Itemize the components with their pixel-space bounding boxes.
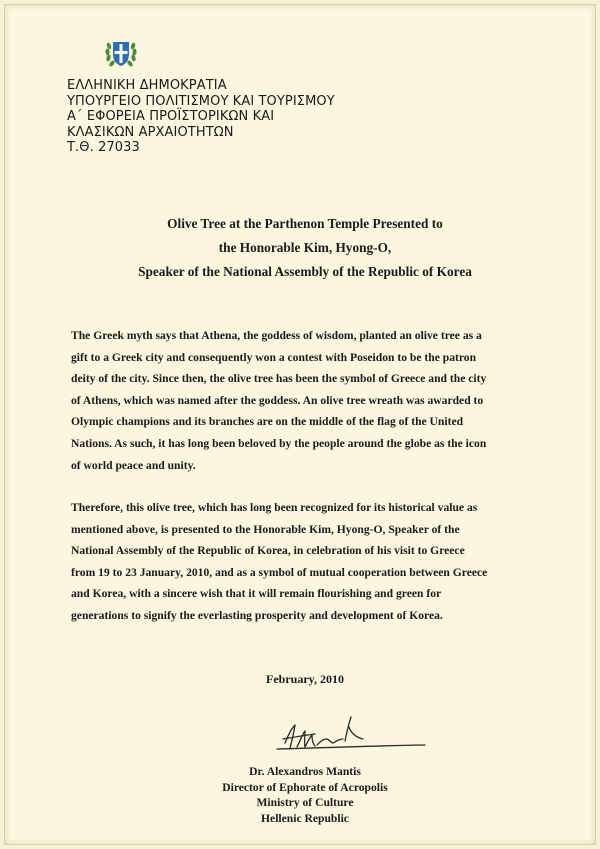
letterhead-republic: ΕΛΛΗΝΙΚΗ ΔΗΜΟΚΡΑΤΙΑ (67, 78, 227, 93)
signer-country: Hellenic Republic (261, 811, 349, 825)
letter-date: February, 2010 (266, 672, 344, 686)
signature-block (5, 764, 600, 826)
paragraph-line: Nations. As such, it has long been beloved by the people around the globe as the icon (71, 436, 487, 450)
paragraph-line: mentioned above, is presented to the Honorable Kim, Hyong-O, Speaker of the (71, 522, 460, 536)
paragraph-line: and Korea, with a sincere wish that it will remain flourishing and green for (71, 587, 442, 601)
signer-title: Director of Ephorate of Acropolis (222, 780, 388, 794)
letterhead-ministry: ΥΠΟΥΡΓΕΙΟ ΠΟΛΙΤΙΣΜΟΥ ΚΑΙ ΤΟΥΡΙΣΜΟΥ (67, 93, 335, 109)
paragraph-myth (71, 325, 576, 476)
letterhead-ephorate: Α΄ ΕΦΟΡΕΙΑ ΠΡΟΪΣΤΟΡΙΚΩΝ ΚΑΙ (67, 109, 275, 125)
paragraph-line: The Greek myth says that Athena, the goddess of wisdom, planted an olive tree as a (71, 329, 482, 342)
letterhead (67, 78, 335, 156)
paragraph-line: Olympic champions and its branches are on the middle of the flag of the United (71, 415, 464, 429)
paragraph-line: Therefore, this olive tree, which has long been recognized for its historical value as (71, 501, 478, 514)
paragraph-line: of world peace and unity. (71, 458, 196, 472)
letterhead-antiquities: ΚΛΑΣΙΚΩΝ ΑΡΧΑΙΟΤΗΤΩΝ (67, 124, 234, 140)
title-line: Olive Tree at the Parthenon Temple Presented to (167, 216, 443, 231)
paragraph-line: from 19 to 23 January, 2010, and as a symbol of mutual cooperation between Greece (71, 565, 488, 579)
letterhead-po-box: Τ.Θ. 27033 (67, 140, 140, 156)
paragraph-line: generations to signify the everlasting prosperity and development of Korea. (71, 608, 443, 622)
title-line: the Honorable Kim, Hyong-O, (218, 240, 392, 255)
document-title (5, 212, 600, 284)
title-line: Speaker of the National Assembly of the Republic of Korea (138, 264, 472, 279)
paragraph-line: of Athens, which was named after the goddess. An olive tree wreath was awarded to (71, 393, 484, 407)
handwritten-signature (275, 713, 465, 757)
paragraph-line: gift to a Greek city and consequently won a contest with Poseidon to be the patron (71, 350, 477, 364)
signer-ministry: Ministry of Culture (256, 796, 354, 810)
letter-page (4, 4, 596, 845)
paragraph-line: National Assembly of the Republic of Korea, in celebration of his visit to Greece (71, 544, 465, 558)
signer-name: Dr. Alexandros Mantis (249, 765, 361, 778)
paragraph-line: deity of the city. Since then, the olive tree has been the symbol of Greece and the city (71, 372, 487, 386)
greek-coat-of-arms-icon (104, 36, 138, 70)
paragraph-presentation (71, 497, 576, 627)
